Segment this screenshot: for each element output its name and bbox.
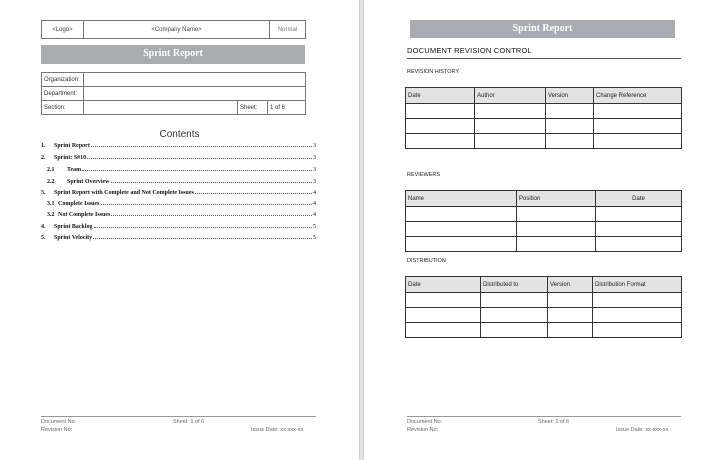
reviewers-table (405, 190, 682, 252)
company-name-placeholder: <Company Name> (84, 21, 270, 39)
table-cell[interactable] (548, 323, 593, 338)
header-table (41, 20, 306, 39)
table-cell[interactable] (406, 104, 475, 119)
organization-value[interactable] (84, 73, 306, 87)
table-cell[interactable] (406, 134, 475, 149)
table-cell[interactable] (546, 119, 594, 134)
toc-entry-label: Sprint Report (54, 143, 90, 149)
toc-entry[interactable] (47, 177, 316, 188)
footer-divider (41, 416, 316, 417)
column-header: Change Reference (594, 88, 682, 104)
toc-entry-label: Sprint Overview (67, 179, 110, 185)
distribution-heading: DISTRIBUTION (407, 258, 446, 264)
toc-dot-leader (91, 141, 312, 147)
table-row (406, 323, 682, 338)
column-header: Distribution Format (593, 277, 682, 293)
table-cell[interactable] (475, 104, 546, 119)
info-table (41, 72, 306, 115)
toc-entry-label: Team (67, 167, 82, 173)
table-cell[interactable] (475, 134, 546, 149)
table-cell[interactable] (517, 207, 596, 222)
table-row (406, 119, 682, 134)
department-value[interactable] (84, 87, 306, 101)
revision-history-table (405, 87, 682, 149)
toc-entry[interactable] (47, 165, 316, 176)
toc-entry[interactable] (41, 141, 316, 152)
table-cell[interactable] (406, 323, 481, 338)
column-header: Distributed to (481, 277, 548, 293)
toc-entry[interactable] (47, 199, 316, 210)
toc-entry-page: 4 (313, 201, 316, 207)
logo-placeholder: <Logo> (42, 21, 84, 39)
revision-history-heading: REVISION HISTORY (407, 69, 460, 75)
table-cell[interactable] (406, 207, 517, 222)
toc-dot-leader (111, 210, 312, 216)
toc-dot-leader (82, 165, 312, 171)
toc-entry-number: 3.1 (47, 201, 55, 207)
toc-entry-label: Sprint Report with Complete and Not Complete Issues (54, 190, 194, 196)
toc-dot-leader (87, 153, 312, 159)
table-cell[interactable] (596, 222, 682, 237)
toc-entry[interactable] (41, 233, 316, 244)
toc-dot-leader (195, 188, 312, 194)
section-title: DOCUMENT REVISION CONTROL (407, 46, 532, 55)
table-row (406, 222, 682, 237)
toc-entry-number: 2.2 (47, 179, 55, 185)
report-title-banner: Sprint Report (41, 45, 305, 64)
toc-entry[interactable] (41, 153, 316, 164)
footer-issue-date: Issue Date: xx-xxx-xx (251, 427, 304, 433)
footer-document-no: Document No: (41, 419, 77, 425)
toc-entry-page: 3 (313, 155, 316, 161)
column-header: Name (406, 191, 517, 207)
sheet-label: Sheet: (238, 101, 268, 115)
toc-entry-number: 1. (41, 143, 46, 149)
column-header: Date (406, 88, 475, 104)
column-header: Version (546, 88, 594, 104)
toc-entry-label: Not Complete Issues (58, 212, 111, 218)
footer-revision-no: Revision No: (407, 427, 439, 433)
table-row (406, 237, 682, 252)
table-cell[interactable] (594, 134, 682, 149)
footer-issue-date: Issue Date: xx-xxx-xx (616, 427, 669, 433)
distribution-table (405, 276, 682, 338)
table-cell[interactable] (481, 308, 548, 323)
table-cell[interactable] (546, 104, 594, 119)
sheet-value: 1 of 6 (268, 101, 306, 115)
table-cell[interactable] (406, 222, 517, 237)
section-label: Section: (42, 101, 84, 115)
table-cell[interactable] (548, 293, 593, 308)
toc-entry-page: 3 (313, 143, 316, 149)
table-row (406, 308, 682, 323)
toc-entry-number: 3.2 (47, 212, 55, 218)
footer-document-no: Document No: (407, 419, 443, 425)
toc-dot-leader (94, 222, 312, 228)
toc-entry-label: Sprint Backlog (54, 224, 93, 230)
table-row (406, 104, 682, 119)
table-cell[interactable] (406, 293, 481, 308)
footer-sheet: Sheet: 1 of 6 (173, 419, 205, 425)
column-header: Date (406, 277, 481, 293)
table-cell[interactable] (475, 119, 546, 134)
toc-entry-page: 5 (313, 224, 316, 230)
table-cell[interactable] (548, 308, 593, 323)
table-cell[interactable] (517, 237, 596, 252)
column-header: Author (475, 88, 546, 104)
table-cell[interactable] (594, 119, 682, 134)
table-row (406, 134, 682, 149)
reviewers-heading: REVIEWERS (407, 172, 441, 178)
table-cell[interactable] (596, 207, 682, 222)
table-row (406, 207, 682, 222)
table-cell[interactable] (406, 119, 475, 134)
toc-dot-leader (111, 177, 313, 183)
table-cell[interactable] (594, 104, 682, 119)
toc-dot-leader (93, 233, 312, 239)
toc-entry-page: 3 (313, 167, 316, 173)
page-1 (0, 0, 359, 460)
toc-entry-page: 5 (313, 235, 316, 241)
section-title-rule (407, 58, 681, 59)
toc-title: Contents (159, 129, 200, 140)
footer-divider (407, 416, 681, 417)
toc-dot-leader (101, 199, 313, 205)
table-cell[interactable] (481, 323, 548, 338)
footer-revision-no: Revision No: (41, 427, 73, 433)
table-cell[interactable] (593, 293, 682, 308)
table-cell[interactable] (546, 134, 594, 149)
department-label: Department: (42, 87, 84, 101)
toc-entry-label: Sprint Velocity (54, 235, 93, 241)
toc-entry[interactable] (47, 210, 316, 221)
toc-entry-page: 4 (313, 190, 316, 196)
footer-sheet: Sheet: 2 of 6 (538, 419, 570, 425)
table-row (406, 293, 682, 308)
column-header: Version (548, 277, 593, 293)
table-cell[interactable] (481, 293, 548, 308)
toc-entry[interactable] (41, 188, 316, 199)
toc-entry-page: 4 (313, 212, 316, 218)
toc-entry-number: 2.1 (47, 167, 55, 173)
page-2 (364, 0, 720, 460)
table-cell[interactable] (517, 222, 596, 237)
document-status: Normal (270, 21, 306, 39)
section-value[interactable] (84, 101, 238, 115)
table-cell[interactable] (593, 323, 682, 338)
toc-entry-number: 2. (41, 155, 46, 161)
organization-label: Organization: (42, 73, 84, 87)
toc-entry-number: 5. (41, 235, 46, 241)
table-cell[interactable] (593, 308, 682, 323)
table-cell[interactable] (406, 308, 481, 323)
toc-entry-page: 3 (313, 179, 316, 185)
column-header: Date (596, 191, 682, 207)
toc-entry-label: Sprint: S#10 (54, 155, 87, 161)
column-header: Position (517, 191, 596, 207)
toc-entry-number: 4. (41, 224, 46, 230)
toc-entry-label: Complete Issues (58, 201, 100, 207)
toc-entry[interactable] (41, 222, 316, 233)
toc-entry-number: 3. (41, 190, 46, 196)
table-cell[interactable] (596, 237, 682, 252)
report-title-banner: Sprint Report (410, 20, 675, 38)
table-cell[interactable] (406, 237, 517, 252)
